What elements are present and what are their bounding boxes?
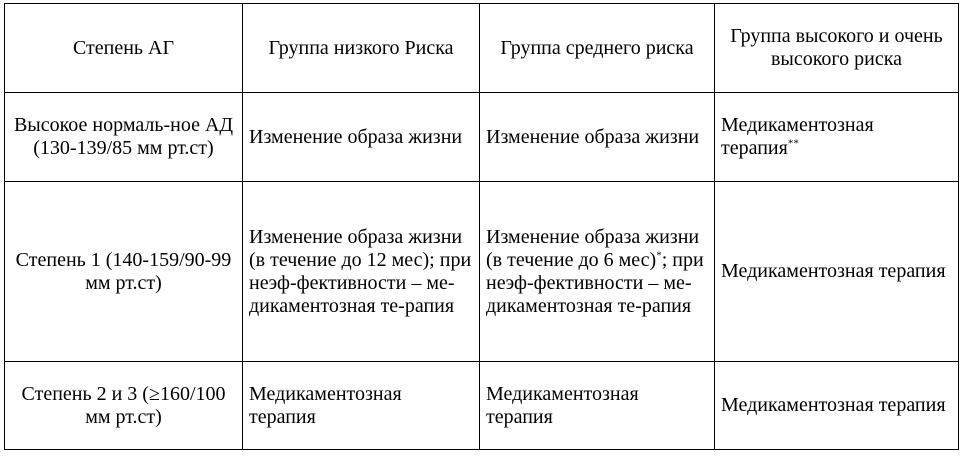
cell-text: Изменение образа жизни (в течение до 6 мес) (486, 225, 700, 271)
treatment-strategy-table (4, 3, 959, 450)
row-stage-cell: Высокое нормаль-ное АД (130-139/85 мм рт.ст) (5, 93, 243, 182)
table-row (5, 362, 959, 450)
mid-risk-cell: Медикаментозная терапия (480, 362, 715, 450)
header-high-risk: Группа высокого и очень высокого риска (715, 4, 959, 93)
footnote-mark: * (656, 248, 662, 261)
header-mid-risk: Группа среднего риска (480, 4, 715, 93)
table-row (5, 93, 959, 182)
mid-risk-cell (480, 182, 715, 362)
row-stage-cell: Степень 2 и 3 (≥160/100 мм рт.ст) (5, 362, 243, 450)
header-low-risk: Группа низкого Риска (243, 4, 480, 93)
low-risk-cell: Медикаментозная терапия (243, 362, 480, 450)
high-risk-cell: Медикаментозная терапия (715, 182, 959, 362)
footnote-mark: ** (787, 137, 799, 150)
low-risk-cell: Изменение образа жизни (243, 93, 480, 182)
cell-text: Медикаментозная терапия (721, 114, 874, 159)
table-row (5, 182, 959, 362)
row-stage-cell: Степень 1 (140-159/90-99 мм рт.ст) (5, 182, 243, 362)
cell-text: ; при неэф-фективности – ме-дикаментозная те-рапия (486, 248, 704, 317)
high-risk-cell (715, 93, 959, 182)
mid-risk-cell: Изменение образа жизни (480, 93, 715, 182)
header-row (5, 4, 959, 93)
header-stage: Степень АГ (5, 4, 243, 93)
high-risk-cell: Медикаментозная терапия (715, 362, 959, 450)
low-risk-cell: Изменение образа жизни (в течение до 12 мес); при неэф-фективности – ме-дикаментозная те-рапия (243, 182, 480, 362)
